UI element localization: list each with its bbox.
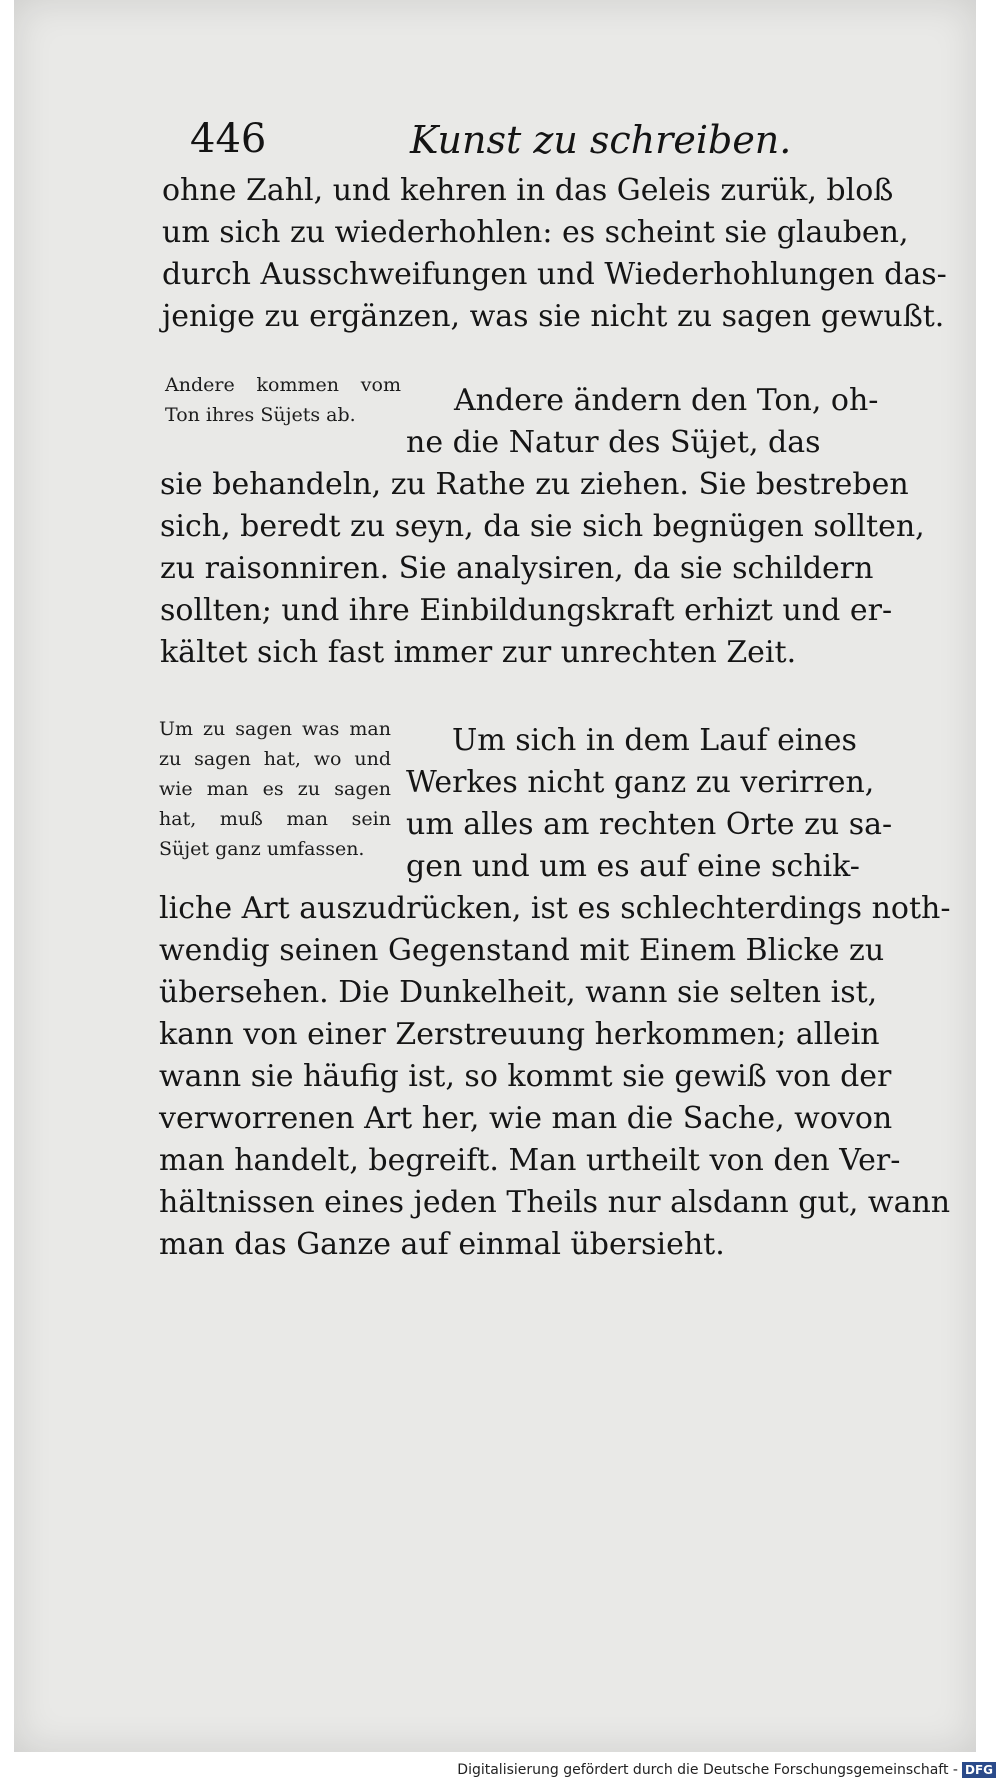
margin-note-line: Um zu sagen was man <box>159 718 391 740</box>
text-line: Um sich in dem Lauf eines <box>452 723 857 758</box>
text-line: ne die Natur des Süjet, das <box>406 425 821 460</box>
margin-note-line: Andere kommen vom <box>165 374 401 396</box>
text-line: jenige zu ergänzen, was sie nicht zu sagen gewußt. <box>162 299 945 334</box>
text-line: um sich zu wiederhohlen: es scheint sie glauben, <box>162 215 909 250</box>
credit-text: Digitalisierung gefördert durch die Deutsche Forschungsgemeinschaft - <box>457 1762 958 1778</box>
text-line: ohne Zahl, und kehren in das Geleis zurük, bloß <box>162 173 894 208</box>
page-number: 446 <box>190 116 267 162</box>
text-line: kältet sich fast immer zur unrechten Zeit. <box>160 635 797 670</box>
margin-note-line: Süjet ganz umfassen. <box>159 838 365 860</box>
text-line: kann von einer Zerstreuung herkommen; allein <box>159 1017 880 1052</box>
text-line: liche Art auszudrücken, ist es schlechterdings noth- <box>159 891 951 926</box>
text-line: Werkes nicht ganz zu verirren, <box>406 765 875 800</box>
text-line: sich, beredt zu seyn, da sie sich begnügen sollten, <box>160 509 925 544</box>
text-line: Andere ändern den Ton, oh- <box>454 383 879 418</box>
text-line: man das Ganze auf einmal übersieht. <box>159 1227 725 1262</box>
dfg-logo-icon: DFG <box>962 1762 996 1778</box>
text-line: sollten; und ihre Einbildungskraft erhizt und er- <box>160 593 893 628</box>
margin-note-line: wie man es zu sagen <box>159 778 391 800</box>
text-line: um alles am rechten Orte zu sa- <box>406 807 893 842</box>
scanned-page <box>14 0 976 1752</box>
text-line: wann sie häufig ist, so kommt sie gewiß von der <box>159 1059 892 1094</box>
margin-note <box>159 714 391 864</box>
text-line: hältnissen eines jeden Theils nur alsdann gut, wann <box>159 1185 951 1220</box>
margin-note <box>165 370 401 430</box>
text-line: zu raisonniren. Sie analysiren, da sie schildern <box>160 551 874 586</box>
page-header <box>190 116 950 172</box>
margin-note-line: hat, muß man sein <box>159 808 391 830</box>
digitization-credit <box>457 1762 996 1778</box>
text-line: durch Ausschweifungen und Wiederhohlungen das- <box>162 257 947 292</box>
text-line: gen und um es auf eine schik- <box>406 849 860 884</box>
margin-note-line: zu sagen hat, wo und <box>159 748 391 770</box>
text-line: man handelt, begreift. Man urtheilt von den Ver- <box>159 1143 901 1178</box>
margin-note-line: Ton ihres Süjets ab. <box>165 404 356 426</box>
running-head: Kunst zu schreiben. <box>410 118 792 162</box>
text-line: sie behandeln, zu Rathe zu ziehen. Sie bestreben <box>160 467 909 502</box>
text-line: wendig seinen Gegenstand mit Einem Blicke zu <box>159 933 885 968</box>
text-line: übersehen. Die Dunkelheit, wann sie selten ist, <box>159 975 878 1010</box>
text-line: verworrenen Art her, wie man die Sache, wovon <box>159 1101 893 1136</box>
